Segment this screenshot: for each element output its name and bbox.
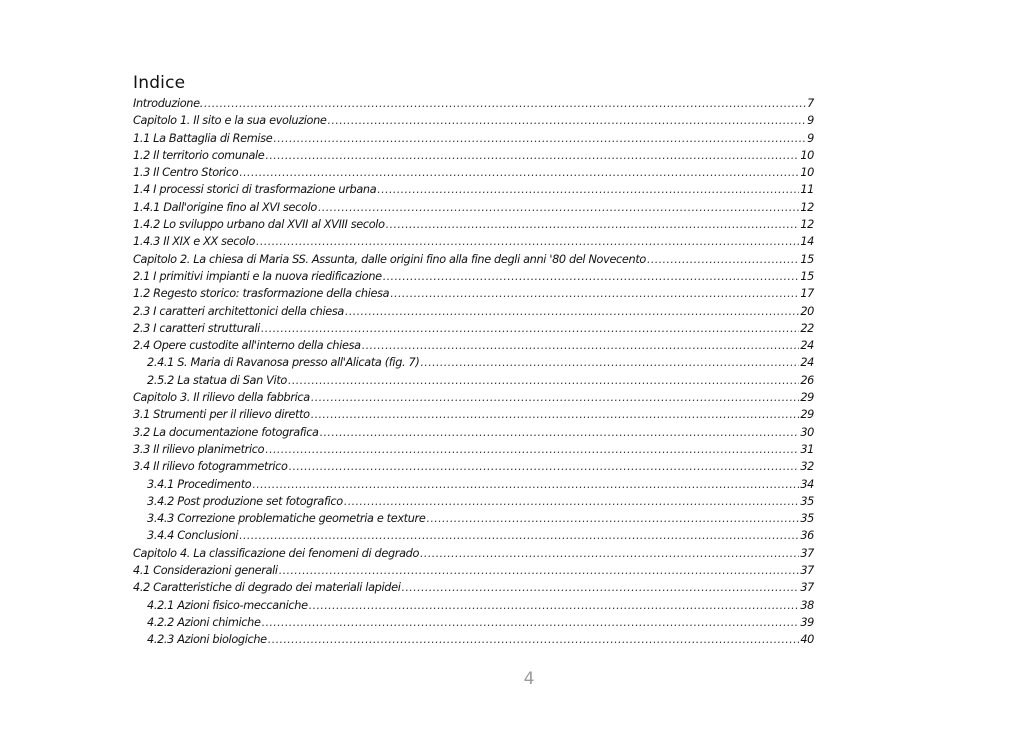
toc-entry-title: Capitolo 4. La classificazione dei fenomeni di degrado: [133, 546, 420, 560]
page-title: Indice: [133, 73, 186, 93]
toc-entry-title: 4.2.2 Azioni chimiche: [147, 615, 261, 629]
toc-entry-title: 2.4.1 S. Maria di Ravanosa presso all'Alicata (fig. 7): [147, 356, 420, 370]
dot-leader: [252, 476, 799, 493]
toc-entry[interactable]: [133, 527, 814, 544]
toc-entry[interactable]: [133, 181, 814, 198]
toc-entry-page: 15: [800, 269, 814, 283]
toc-entry[interactable]: [133, 112, 814, 129]
dot-leader: [345, 303, 799, 320]
dot-leader: [309, 597, 800, 614]
dot-leader: [261, 320, 799, 337]
dot-leader: [402, 579, 800, 596]
toc-entry-page: 30: [800, 425, 814, 439]
toc-entry[interactable]: [133, 579, 814, 596]
dot-leader: [318, 199, 799, 216]
dot-leader: [311, 406, 800, 423]
toc-entry-page: 15: [800, 252, 814, 266]
toc-entry-page: 11: [800, 183, 814, 197]
dot-leader: [383, 268, 800, 285]
toc-entry-title: 1.2 Regesto storico: trasformazione della chiesa: [133, 287, 390, 301]
toc-entry-page: 26: [800, 373, 814, 387]
toc-entry[interactable]: [133, 424, 814, 441]
toc-entry-page: 29: [800, 408, 814, 422]
toc-entry-page: 34: [800, 477, 814, 491]
toc-entry[interactable]: [133, 164, 814, 181]
toc-entry[interactable]: [133, 493, 814, 510]
toc-entry[interactable]: [133, 597, 814, 614]
toc-entry-page: 10: [800, 148, 814, 162]
dot-leader: [268, 631, 800, 648]
toc-entry-title: 2.3 I caratteri strutturali: [133, 321, 260, 335]
toc-entry-page: 10: [800, 166, 814, 180]
toc-entry-title: Capitolo 1. Il sito e la sua evoluzione: [133, 114, 327, 128]
dot-leader: [256, 233, 799, 250]
toc-entry-title: 3.3 Il rilievo planimetrico: [133, 442, 265, 456]
toc-entry-title: 1.4.3 Il XIX e XX secolo: [133, 235, 256, 249]
dot-leader: [289, 458, 800, 475]
toc-entry-title: 4.1 Considerazioni generali: [133, 564, 278, 578]
toc-entry[interactable]: [133, 441, 814, 458]
toc-entry[interactable]: [133, 251, 814, 268]
dot-leader: [279, 562, 800, 579]
toc-entry-page: 9: [807, 114, 814, 128]
toc-entry[interactable]: [133, 510, 814, 527]
toc-entry[interactable]: [133, 303, 814, 320]
toc-entry[interactable]: [133, 320, 814, 337]
toc-entry-title: 2.3 I caratteri architettonici della chiesa: [133, 304, 344, 318]
toc-entry[interactable]: [133, 268, 814, 285]
dot-leader: [204, 95, 806, 112]
dot-leader: [311, 389, 799, 406]
dot-leader: [344, 493, 799, 510]
toc-entry-page: 7: [807, 97, 814, 110]
toc-entry-title: Capitolo 3. Il rilievo della fabbrica: [133, 391, 310, 405]
toc-entry-page: 29: [800, 391, 814, 405]
toc-entry[interactable]: [133, 147, 814, 164]
toc-entry[interactable]: [133, 216, 814, 233]
toc-entry[interactable]: [133, 631, 814, 648]
toc-entry-page: 37: [800, 581, 814, 595]
toc-entry[interactable]: [133, 337, 814, 354]
toc-entry[interactable]: [133, 95, 814, 112]
toc-entry-page: 9: [807, 131, 814, 145]
dot-leader: [386, 216, 800, 233]
dot-leader: [647, 251, 799, 268]
toc-entry-title: 1.4.2 Lo sviluppo urbano dal XVII al XVIII secolo: [133, 218, 385, 232]
toc-entry-title: 3.4.2 Post produzione set fotografico: [147, 494, 343, 508]
toc-entry-title: 4.2.1 Azioni fisico-meccaniche: [147, 598, 308, 612]
toc-entry-page: 35: [800, 512, 814, 526]
dot-leader: [390, 285, 799, 302]
dot-leader: [328, 112, 807, 129]
dot-leader: [262, 614, 800, 631]
toc-entry-title: 4.2.3 Azioni biologiche: [147, 633, 267, 647]
toc-entry-title: 1.3 Il Centro Storico: [133, 166, 239, 180]
toc-entry-title: 1.2 Il territorio comunale: [133, 148, 265, 162]
toc-entry[interactable]: [133, 354, 814, 371]
toc-entry-title: 3.1 Strumenti per il rilievo diretto: [133, 408, 310, 422]
toc-entry-page: 37: [800, 546, 814, 560]
toc-entry[interactable]: [133, 458, 814, 475]
toc-entry-page: 12: [800, 218, 814, 232]
toc-entry-page: 17: [800, 287, 814, 301]
toc-entry[interactable]: [133, 372, 814, 389]
dot-leader: [362, 337, 800, 354]
dot-leader: [426, 510, 799, 527]
toc-entry-title: 3.4.1 Procedimento: [147, 477, 252, 491]
toc-entry-page: 24: [800, 339, 814, 353]
dot-leader: [265, 441, 799, 458]
toc-entry[interactable]: [133, 562, 814, 579]
toc-entry-page: 35: [800, 494, 814, 508]
dot-leader: [239, 527, 799, 544]
toc-entry-page: 22: [800, 321, 814, 335]
toc-entry-title: Introduzione.: [133, 97, 203, 110]
toc-entry[interactable]: [133, 406, 814, 423]
toc-entry-page: 36: [800, 529, 814, 543]
dot-leader: [273, 130, 806, 147]
toc-entry-title: 1.1 La Battaglia di Remise: [133, 131, 273, 145]
toc-entry[interactable]: [133, 545, 814, 562]
dot-leader: [239, 164, 799, 181]
toc-entry-title: 3.4.4 Conclusioni: [147, 529, 239, 543]
toc-entry-page: 14: [800, 235, 814, 249]
dot-leader: [420, 354, 799, 371]
toc-entry-title: 1.4 I processi storici di trasformazione urbana: [133, 183, 377, 197]
toc-entry[interactable]: [133, 130, 814, 147]
toc-entry[interactable]: [133, 614, 814, 631]
page-number: 4: [523, 669, 535, 689]
toc-entry-title: 2.1 I primitivi impianti e la nuova riedificazione: [133, 269, 382, 283]
toc-entry[interactable]: [133, 476, 814, 493]
dot-leader: [320, 424, 800, 441]
toc-entry-title: Capitolo 2. La chiesa di Maria SS. Assunta, dalle origini fino alla fine degli anni '80 del Novecento: [133, 252, 646, 266]
toc-entry-title: 3.2 La documentazione fotografica: [133, 425, 319, 439]
toc-entry-page: 38: [800, 598, 814, 612]
toc-entry-title: 3.4 Il rilievo fotogrammetrico: [133, 460, 288, 474]
toc-entry-title: 4.2 Caratteristiche di degrado dei materiali lapidei: [133, 581, 401, 595]
dot-leader: [420, 545, 799, 562]
toc-entry-title: 1.4.1 Dall'origine fino al XVI secolo: [133, 200, 317, 214]
dot-leader: [288, 372, 799, 389]
toc-entry-page: 37: [800, 564, 814, 578]
toc-entry-page: 31: [800, 442, 814, 456]
toc-entry-title: 2.4 Opere custodite all'interno della chiesa: [133, 339, 361, 353]
toc-entry-title: 2.5.2 La statua di San Vito: [147, 373, 287, 387]
dot-leader: [377, 181, 799, 198]
toc-entry[interactable]: [133, 233, 814, 250]
toc-entry[interactable]: [133, 389, 814, 406]
toc-entry-title: 3.4.3 Correzione problematiche geometria e texture: [147, 512, 426, 526]
toc-entry-page: 39: [800, 615, 814, 629]
dot-leader: [265, 147, 799, 164]
toc-entry-page: 20: [800, 304, 814, 318]
toc-entry[interactable]: [133, 285, 814, 302]
toc-entry-page: 40: [800, 633, 814, 647]
toc-entry-page: 12: [800, 200, 814, 214]
toc-entry-page: 24: [800, 356, 814, 370]
table-of-contents: [133, 95, 814, 649]
toc-entry[interactable]: [133, 199, 814, 216]
toc-entry-page: 32: [800, 460, 814, 474]
